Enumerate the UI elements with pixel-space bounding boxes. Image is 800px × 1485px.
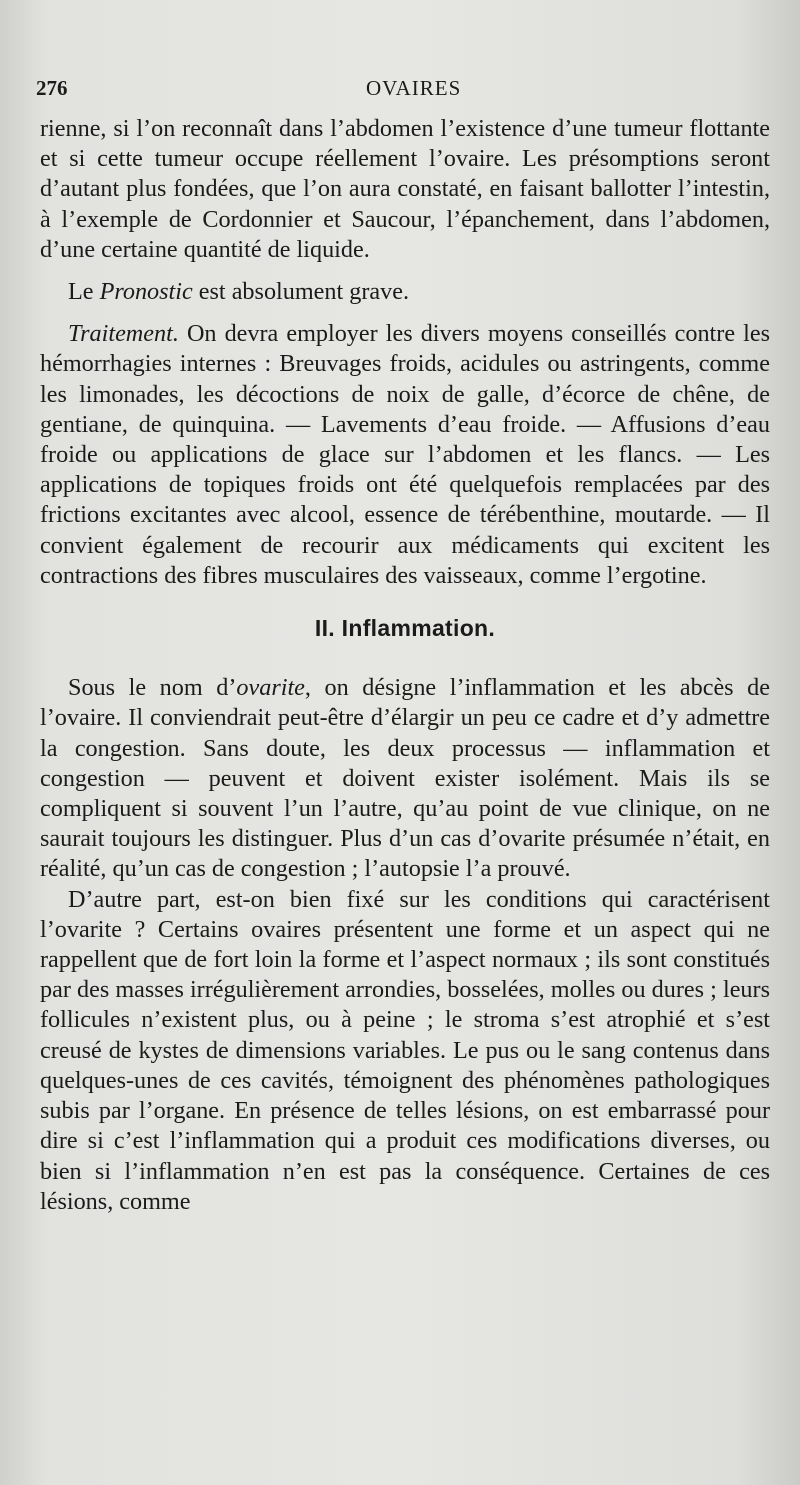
running-head: OVAIRES	[366, 76, 462, 100]
ovarite-term: ovarite	[236, 674, 305, 702]
section-heading: II. Inflammation.	[314, 615, 496, 642]
paragraph-ovarite-definition	[40, 673, 770, 884]
page-header	[36, 76, 756, 106]
paragraph-treatment	[40, 319, 770, 591]
page-number: 276	[36, 76, 68, 100]
paragraph-ovarite-characteristics: D’autre part, est-on bien fixé sur les conditions qui caractérisent l’ovarite ? Certains ovaires présentent une forme et un aspect qui ne rappellent que de fort loin la forme et l’aspect normaux ; ils sont constitués par des masses irrégulièrement arrondies, bosselées, molles ou dures ; leurs follicules n’existent plus, ou à peine ; le stroma s’est atrophié et s’est creusé de kystes de dimensions variables. Le pus ou le sang contenus dans quelques-unes de ces cavités, témoignent des phénomènes pathologiques subis par l’organe. En présence de telles lésions, on est embarrassé pour dire si c’est l’inflammation qui a produit ces modifications diverses, ou bien si l’inflammation n’en est pas la conséquence. Certaines de ces lésions, comme	[40, 885, 770, 1215]
ovarite-lead: Sous le nom d’	[68, 674, 237, 702]
paragraph-diagnosis: rienne, si l’on reconnaît dans l’abdomen l’existence d’une tumeur flottante et si cette tumeur occupe réellement l’ovaire. Les présomptions seront d’autant plus fondées, que l’on aura constaté, en faisant ballotter l’intestin, à l’exemple de Cordonnier et Saucour, l’épanchement, dans l’abdomen, d’une certaine quantité de liquide.	[40, 115, 770, 263]
prognosis-text: est absolument grave.	[192, 278, 410, 306]
treatment-term: Traitement.	[68, 320, 179, 348]
prognosis-term: Pronostic	[99, 278, 193, 306]
paragraph-prognosis	[40, 277, 770, 307]
prognosis-lead: Le	[68, 278, 100, 306]
treatment-text: On devra employer les divers moyens conseillés contre les hémorrhagies internes : Breuvages froids, acidules ou astringents, comme les limonades, les décoctions de noix de galle, d’écorce de chêne, de gentiane, de quinquina. — Lavements d’eau froide. — Affusions d’eau froide ou applications de glace sur l’abdomen et les flancs. — Les applications de topiques froids ont été quelquefois remplacées par des frictions excitantes avec alcool, essence de térébenthine, moutarde. — Il convient également de recourir aux médicaments qui excitent les contractions des fibres musculaires des vaisseaux, comme l’ergotine.	[40, 320, 770, 589]
ovarite-text: , on désigne l’inflammation et les abcès de l’ovaire. Il conviendrait peut-être d’élargir un peu ce cadre et d’y admettre la congestion. Sans doute, les deux processus — inflammation et congestion — peuvent et doivent exister isolément. Mais ils se compliquent si souvent l’un l’autre, qu’au point de vue clinique, on ne saurait toujours les distinguer. Plus d’un cas d’ovarite présumée n’était, en réalité, qu’un cas de congestion ; l’autopsie l’a prouvé.	[40, 674, 770, 883]
page-body	[40, 114, 770, 1217]
